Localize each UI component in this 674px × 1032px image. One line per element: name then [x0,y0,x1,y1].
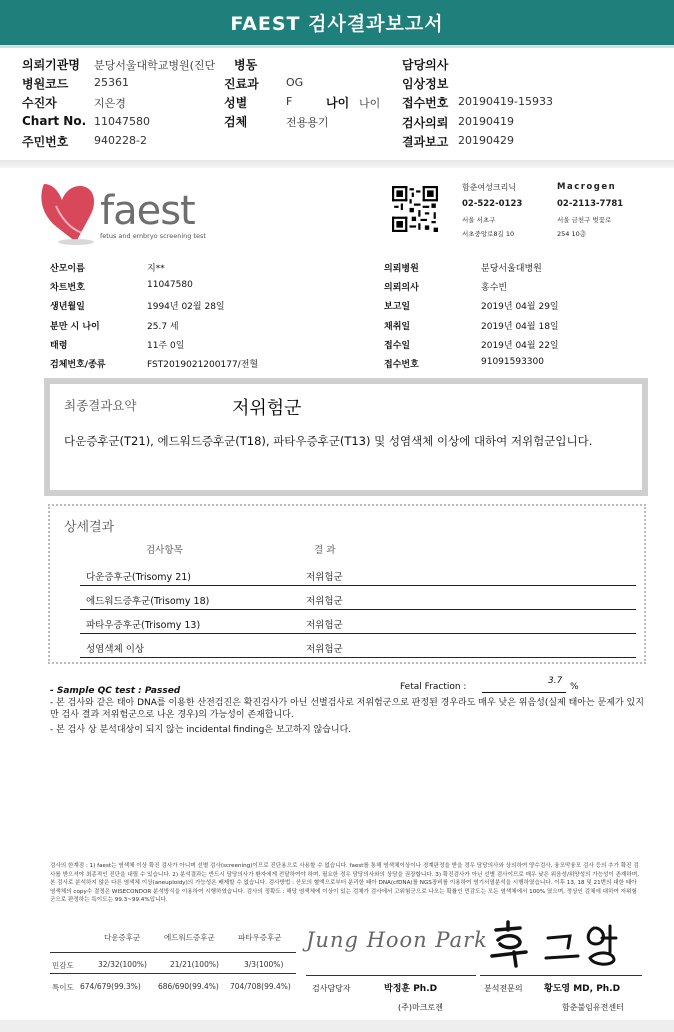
header-value: 20190419 [458,115,514,128]
clinic-address-line: 서울 서초구 [462,216,496,224]
patient-value: 분당서울대병원 [481,264,542,274]
signer-organization: 함춘불임유전센터 [562,1003,624,1012]
header-label: 수진자 [22,96,57,110]
header-value: 전용용기 [286,116,329,129]
lab-address-line: 254 10층 [557,230,587,238]
header-label: 담당의사 [402,58,449,72]
clinic-phone: 02-522-0123 [462,199,523,209]
fetal-fraction-value: 3.7 [548,676,563,686]
section-divider [0,160,674,168]
column-header-result: 결 과 [314,545,336,556]
patient-label: 태령 [50,341,68,351]
patient-value: 2019년 04월 18일 [481,322,559,332]
report-title-bar [0,0,674,48]
header-value: F [286,95,293,108]
patient-value: 2019년 04월 22일 [481,341,559,351]
test-result: 저위험군 [306,620,343,631]
stats-row-label: 민감도 [52,961,74,970]
stats-cell: 686/690(99.4%) [158,982,219,991]
test-limitations-text: 검사의 한계점 : 1) faest는 염색체 이상 확진 검사가 아니며 선별 검사(screening)이므로 진단용으로 사용할 수 없습니다. faest를 통해 염색체이상이나 경계판정을 받을 경우 담당의사와 상의하여 양수검사, 융모막융모 검사 등의 추가 확진 검사를 받으셔야 최종적인 진단을 내릴 수 있습니다. 2) 분석결과는 반드시 담당의사가 환자에게 전달하여야 하며, 필요한 경우 담당의사와의 상담을 권장합니다. 3) 확진검사가 아닌 선별 검사이므로 매우 낮은 위음성/위양성의 가능성이 존재하며, 본 검사로 분석하지 않은 다른 염색체 이상(aneuploidy)의 가능성은 배제할 수 없습니다. 검사방법 : 산모의 혈액으로부터 분리한 태아 DNA(cfDNA)를 NGS장비를 이용하여 염기서열분석을 시행하였습니다. 이후 13, 18 및 21번의 대한 태아 염색체의 copy수 결정은 WISECONDOR 분석방식을 이용하여 시행하였습니다. 검사의 정확도 : 해당 염색체에 이상이 있는 검체가 검사에서 고위험군으로 나오는 확률인 민감도는 모든 염색체에서 100% 였으며, 정상인 검체에 대하여 저위험군으로 판정하는 특이도는 99.3~99.4%입니다. [50,863,640,904]
header-label: 접수번호 [402,96,449,110]
logo-wordmark: faest [100,188,195,234]
test-item: 에드워드증후군(Trisomy 18) [86,596,210,607]
lab-phone: 02-2113-7781 [557,199,624,209]
sample-qc-status: - Sample QC test : Passed [50,686,181,696]
test-result: 저위험군 [306,596,343,607]
signer-name: 박정훈 Ph.D [384,984,438,994]
stats-rule [50,952,296,953]
stats-header: 파타우증후군 [238,933,282,942]
patient-label: 보고일 [384,302,411,312]
detail-title: 상세결과 [64,520,115,535]
header-value: 지은경 [94,97,126,110]
disclaimer-note: - 본 검사 상 분석대상이 되지 않는 incidental finding은 보고하지 않습니다. [50,725,352,735]
patient-label: 차트번호 [50,283,85,293]
patient-label: 채취일 [384,322,411,332]
patient-label: 의뢰병원 [384,264,419,274]
lab-address-line: 서울 금천구 벚꽃로 [557,216,612,224]
header-value: 분당서울대학교병원(진단 [94,59,216,72]
header-label: 병동 [234,58,258,72]
patient-value: 지** [147,264,165,274]
patient-value: 11주 0일 [147,341,185,351]
header-label: 주민번호 [22,135,69,149]
header-label: 의뢰기관명 [22,58,80,72]
patient-value: 91091593300 [481,357,544,367]
header-value: 11047580 [94,115,150,128]
logo-tagline: fetus and embryo screening test [100,232,206,240]
stats-rule [50,973,296,974]
test-item: 다운증후군(Trisomy 21) [86,572,191,583]
signature-script: Jung Hoon Park [306,928,488,952]
signer-role: 분석전문의 [484,984,523,993]
patient-value: 25.7 세 [147,322,179,332]
patient-label: 접수일 [384,341,411,351]
test-result: 저위험군 [306,572,343,583]
patient-value: FST2019021200177/전혈 [147,360,259,370]
patient-value: 홍수빈 [481,283,508,293]
stats-row-label: 특이도 [52,983,74,992]
summary-label: 최종결과요약 [64,398,137,413]
signer-organization: (주)마크로젠 [398,1003,443,1012]
patient-value: 1994년 02월 28일 [147,302,225,312]
fetal-fraction-unit: % [570,682,579,692]
header-label: Chart No. [22,114,87,128]
header-value: 25361 [94,76,129,89]
summary-result: 저위험군 [232,398,302,419]
header-label: 검사의뢰 [402,116,449,130]
clinic-address-line: 서초중앙로8길 10 [462,230,515,238]
detail-results-box [48,504,646,664]
fetal-fraction-underline [482,692,566,693]
header-label: 진료과 [224,77,259,91]
handwritten-signature-icon [486,918,636,968]
table-row [80,588,636,610]
header-value: 20190419-15933 [458,95,553,108]
header-label: 결과보고 [402,135,449,149]
patient-value: 2019년 04월 29일 [481,302,559,312]
patient-value: 11047580 [147,280,193,290]
stats-cell: 674/679(99.3%) [80,982,141,991]
header-label: 나이 [326,96,350,110]
column-header-item: 검사항목 [146,545,183,556]
patient-label: 분만 시 나이 [50,322,100,332]
signature-line [306,975,476,976]
patient-label: 접수번호 [384,360,419,370]
stats-cell: 704/708(99.4%) [230,982,291,991]
fetal-fraction-label: Fetal Fraction : [400,682,467,692]
table-row [80,612,636,634]
patient-label: 검체번호/종류 [50,360,106,370]
qr-code-icon [392,186,438,232]
stats-header: 에드워드증후군 [164,933,215,942]
report-page [0,168,674,1020]
table-row [80,564,636,586]
signer-role: 검사담당자 [312,984,351,993]
summary-text: 다운증후군(T21), 에드워드증후군(T18), 파타우증후군(T13) 및 성염색체 이상에 대하여 저위험군입니다. [64,434,593,448]
test-result: 저위험군 [306,644,343,655]
lab-name: Macrogen [557,182,617,192]
stats-cell: 21/21(100%) [170,960,219,969]
test-item: 성염색체 이상 [86,644,145,655]
header-value: OG [286,76,304,89]
header-label: 임상정보 [402,77,449,91]
header-value: 940228-2 [94,134,147,147]
header-value: 나이 [359,97,381,110]
table-row [80,636,636,658]
stats-header: 다운증후군 [104,933,141,942]
disclaimer-note: - 본 검사와 같은 태아 DNA를 이용한 산전검진은 확진검사가 아닌 선별검사로 저위험군으로 판정된 경우라도 매우 낮은 위음성(실제 태아는 문제가 있지만 검사 결과 저위험군으로 나온 경우)의 가능성이 존재합니다. [50,698,644,720]
stats-cell: 32/32(100%) [98,960,147,969]
signature-line [480,975,642,976]
report-title: FAEST 검사결과보고서 [230,13,444,35]
final-summary-box [44,378,648,496]
stats-cell: 3/3(100%) [244,960,284,969]
patient-label: 의뢰의사 [384,283,419,293]
patient-label: 산모이름 [50,264,85,274]
header-value: 20190429 [458,134,514,147]
test-item: 파타우증후군(Trisomy 13) [86,620,201,631]
patient-label: 생년월일 [50,302,85,312]
header-info [22,54,662,150]
signer-name: 황도영 MD, Ph.D [544,984,621,994]
header-label: 병원코드 [22,77,69,91]
bottom-strip [0,1020,674,1032]
clinic-name: 함춘여성크리닉 [462,183,517,192]
header-label: 성별 [224,96,248,110]
header-label: 검체 [224,115,248,129]
